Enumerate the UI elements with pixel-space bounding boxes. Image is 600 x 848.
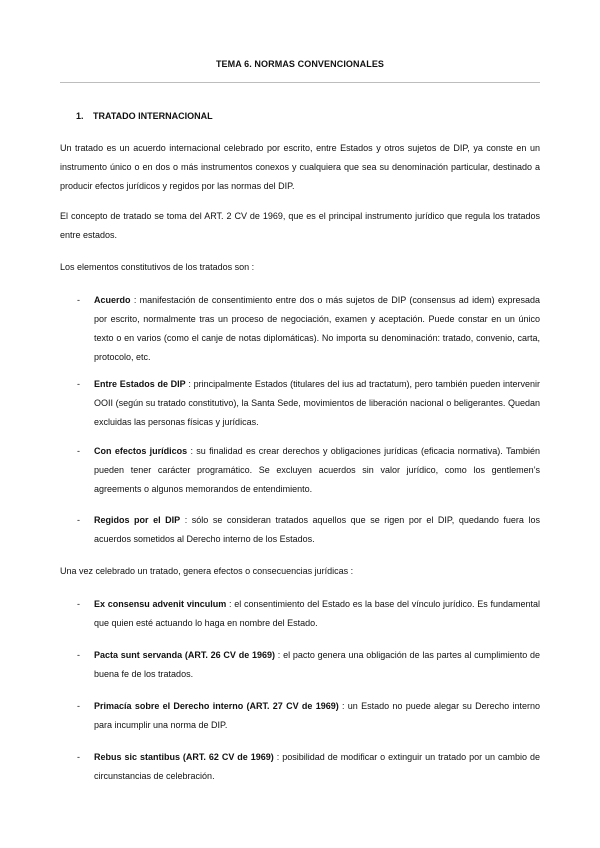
list-item-term: Con efectos jurídicos [94,446,188,456]
bullet-dash: - [77,379,80,389]
list-item-text: : su finalidad es crear derechos y obligaciones jurídicas (eficacia normativa). También pueden tener carácter programático. Se excluyen acuerdos sin valor jurídico, como los gentlemen’s agreements o algunos memorandos de entendimiento. [94,446,540,494]
list-item [77,646,540,684]
list-item-text: : posibilidad de modificar o extinguir un tratado por un cambio de circunstancias de celebración. [94,752,540,781]
bullet-dash: - [77,752,80,762]
title-divider [60,82,540,83]
list-item-term: Rebus sic stantibus (ART. 62 CV de 1969) [94,752,274,762]
list-item [77,511,540,549]
list-item-body [94,291,540,367]
section-number: 1. [76,111,84,121]
paragraph-definition: Un tratado es un acuerdo internacional celebrado por escrito, entre Estados y otros sujetos de DIP, ya conste en un instrumento único o en dos o más instrumentos conexos y cualquiera que sea su denominación particular, destinado a producir efectos jurídicos y regidos por las normas del DIP. [60,143,540,191]
bullet-dash: - [77,515,80,525]
bullet-dash: - [77,599,80,609]
list-item-body [94,595,540,633]
bullet-dash: - [77,701,80,711]
list-item [77,375,540,432]
list-item-body [94,511,540,549]
paragraph-concept: El concepto de tratado se toma del ART. 2 CV de 1969, que es el principal instrumento jurídico que regula los tratados entre estados. [60,211,540,240]
list-item-term: Acuerdo [94,295,131,305]
list-item-term: Primacía sobre el Derecho interno (ART. 27 CV de 1969) [94,701,339,711]
list-item [77,442,540,499]
list-item-term: Entre Estados de DIP [94,379,186,389]
list-item-text: : sólo se consideran tratados aquellos que se rigen por el DIP, quedando fuera los acuerdos sometidos al Derecho interno de los Estados. [94,515,540,544]
list-item-term: Regidos por el DIP [94,515,181,525]
section-label: TRATADO INTERNACIONAL [93,111,213,121]
list-item-body [94,748,540,786]
list-item [77,595,540,633]
list-item-body [94,442,540,499]
bullet-dash: - [77,295,80,305]
list-item-body [94,697,540,735]
list-item-text: : el pacto genera una obligación de las partes al cumplimiento de buena fe de los tratados. [94,650,540,679]
list-item [77,697,540,735]
list-item-text: : el consentimiento del Estado es la base del vínculo jurídico. Es fundamental que quien esté actuando lo haga en nombre del Estado. [94,599,540,628]
page-title: TEMA 6. NORMAS CONVENCIONALES [215,59,385,69]
bullet-dash: - [77,446,80,456]
section-heading [76,111,213,121]
paragraph-effects-intro: Una vez celebrado un tratado, genera efectos o consecuencias jurídicas : [60,566,354,576]
list-item [77,291,540,367]
list-item [77,748,540,786]
list-item-term: Ex consensu advenit vinculum [94,599,227,609]
list-item-body [94,375,540,432]
bullet-dash: - [77,650,80,660]
list-item-body [94,646,540,684]
list-item-text: : principalmente Estados (titulares del ius ad tractatum), pero también pueden intervenir OOII (según su tratado constitutivo), la Santa Sede, movimientos de liberación nacional o beligerantes. Quedan excluidas las personas físicas y jurídicas. [94,379,540,427]
list-item-text: : manifestación de consentimiento entre dos o más sujetos de DIP (consensus ad idem) expresada por escrito, normalmente tras un proceso de negociación, examen y aceptación. Puede constar en un único texto o en varios (como el canje de notas diplomáticas). No importa su denominación: tratado, convenio, carta, protocolo, etc. [94,295,540,362]
list-item-text: : un Estado no puede alegar su Derecho interno para incumplir una norma de DIP. [94,701,540,730]
list-item-term: Pacta sunt servanda (ART. 26 CV de 1969) [94,650,276,660]
paragraph-elements-intro: Los elementos constitutivos de los tratados son : [60,262,255,272]
